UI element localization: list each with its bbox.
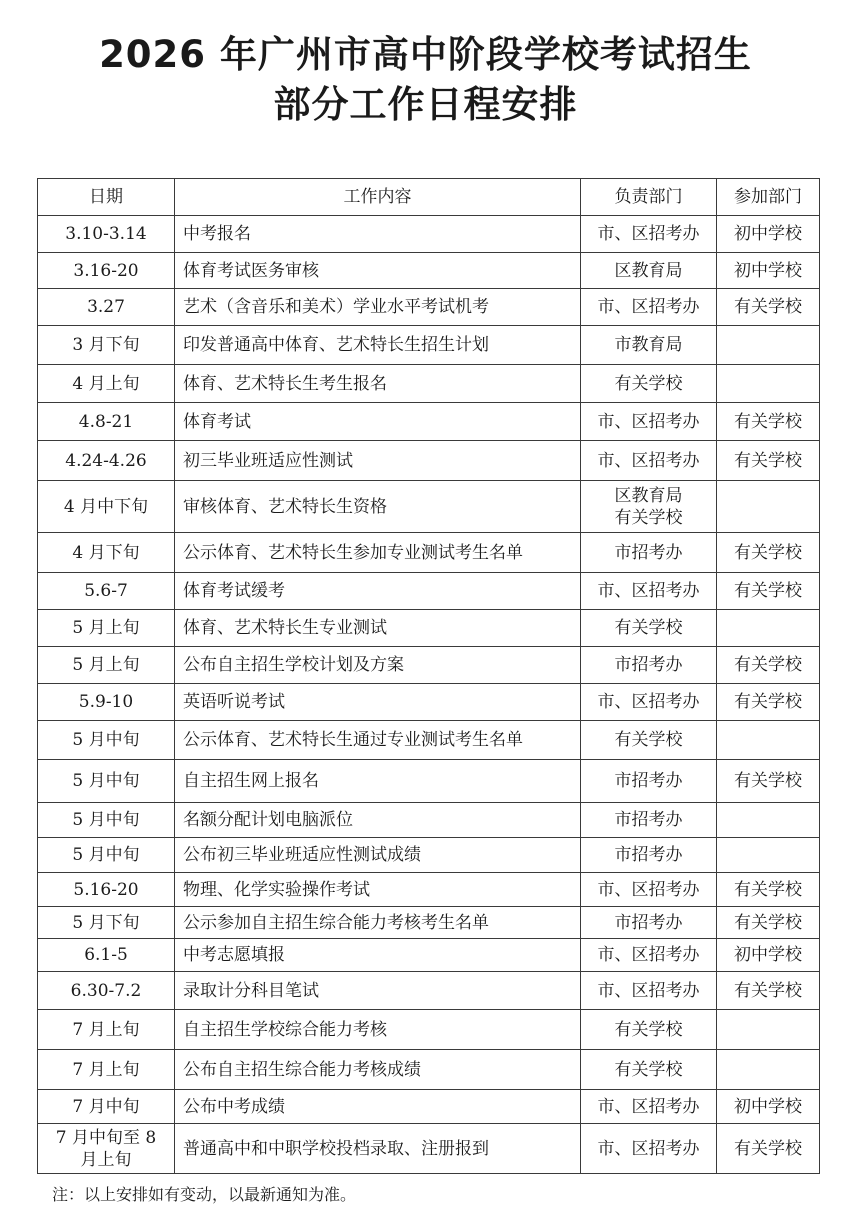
cell-participating: 初中学校 <box>717 253 820 289</box>
cell-responsible <box>581 216 717 253</box>
table-row <box>38 972 820 1010</box>
cell-participating: 有关学校 <box>717 647 820 684</box>
cell-work: 公布自主招生综合能力考核成绩 <box>175 1050 581 1090</box>
cell-work: 公示体育、艺术特长生通过专业测试考生名单 <box>175 721 581 760</box>
cell-work: 物理、化学实验操作考试 <box>175 873 581 907</box>
cell-date-line: 5 月中旬 <box>72 730 140 750</box>
cell-date-line: 3 月下旬 <box>72 335 140 355</box>
cell-responsible <box>581 972 717 1010</box>
cell-date <box>38 365 175 403</box>
cell-participating <box>717 1010 820 1050</box>
cell-work: 公布初三毕业班适应性测试成绩 <box>175 838 581 873</box>
cell-date-line: 5 月上旬 <box>72 655 140 675</box>
cell-work: 自主招生学校综合能力考核 <box>175 1010 581 1050</box>
cell-responsible <box>581 1090 717 1124</box>
cell-responsible-line: 市招考办 <box>614 845 683 865</box>
header-responsible: 负责部门 <box>581 179 717 216</box>
cell-date <box>38 838 175 873</box>
cell-work: 体育考试 <box>175 403 581 441</box>
cell-responsible-line: 市、区招考办 <box>597 450 700 471</box>
cell-participating <box>717 365 820 403</box>
cell-date <box>38 1010 175 1050</box>
cell-date-line: 月上旬 <box>80 1149 132 1170</box>
cell-date-line: 6.1-5 <box>84 945 128 965</box>
cell-date <box>38 803 175 838</box>
header-participating: 参加部门 <box>717 179 820 216</box>
cell-responsible-line: 有关学校 <box>614 507 683 528</box>
cell-date <box>38 907 175 939</box>
table-row <box>38 403 820 441</box>
cell-work: 初三毕业班适应性测试 <box>175 441 581 481</box>
cell-date-line: 4 月下旬 <box>72 542 140 563</box>
table-body <box>38 216 820 1174</box>
cell-date <box>38 610 175 647</box>
cell-work: 公示体育、艺术特长生参加专业测试考生名单 <box>175 533 581 573</box>
cell-responsible <box>581 838 717 873</box>
cell-date <box>38 403 175 441</box>
cell-responsible <box>581 907 717 939</box>
cell-responsible <box>581 253 717 289</box>
table-row <box>38 481 820 533</box>
cell-participating: 有关学校 <box>717 533 820 573</box>
cell-responsible <box>581 403 717 441</box>
table-row <box>38 647 820 684</box>
cell-responsible <box>581 873 717 907</box>
cell-date-line: 5 月中旬 <box>72 771 140 791</box>
page-title-line-1: 2026 年广州市高中阶段学校考试招生 <box>99 33 752 76</box>
cell-date-line: 5.6-7 <box>84 581 128 601</box>
cell-participating: 有关学校 <box>717 760 820 803</box>
cell-responsible-line: 市招考办 <box>614 655 683 675</box>
cell-date-line: 5 月上旬 <box>72 618 140 638</box>
cell-work: 体育考试缓考 <box>175 573 581 610</box>
cell-responsible-line: 市、区招考办 <box>597 692 700 712</box>
cell-date-line: 7 月上旬 <box>72 1059 140 1080</box>
cell-participating <box>717 326 820 365</box>
cell-responsible <box>581 326 717 365</box>
cell-responsible-line: 区教育局 <box>614 260 683 281</box>
cell-work: 印发普通高中体育、艺术特长生招生计划 <box>175 326 581 365</box>
cell-participating <box>717 1050 820 1090</box>
cell-work: 录取计分科目笔试 <box>175 972 581 1010</box>
table-row <box>38 907 820 939</box>
cell-responsible-line: 市招考办 <box>614 810 683 830</box>
table-row <box>38 289 820 326</box>
table-row <box>38 533 820 573</box>
cell-responsible-line: 市、区招考办 <box>597 224 700 244</box>
cell-work: 体育、艺术特长生考生报名 <box>175 365 581 403</box>
cell-date-line: 5 月中旬 <box>72 810 140 830</box>
cell-responsible-line: 市招考办 <box>614 542 683 563</box>
cell-responsible <box>581 939 717 972</box>
cell-date <box>38 289 175 326</box>
cell-participating: 有关学校 <box>717 441 820 481</box>
cell-date-line: 3.10-3.14 <box>65 224 147 244</box>
cell-work: 审核体育、艺术特长生资格 <box>175 481 581 533</box>
cell-work: 英语听说考试 <box>175 684 581 721</box>
cell-responsible <box>581 610 717 647</box>
cell-date <box>38 481 175 533</box>
schedule-table <box>37 178 820 1174</box>
cell-date <box>38 647 175 684</box>
cell-participating: 初中学校 <box>717 216 820 253</box>
cell-participating: 有关学校 <box>717 684 820 721</box>
cell-date-line: 7 月中旬 <box>72 1096 140 1117</box>
table-row <box>38 838 820 873</box>
table-row <box>38 803 820 838</box>
table-row <box>38 760 820 803</box>
cell-work: 公布中考成绩 <box>175 1090 581 1124</box>
cell-date <box>38 760 175 803</box>
cell-responsible <box>581 1124 717 1174</box>
table-row <box>38 216 820 253</box>
cell-responsible-line: 有关学校 <box>614 1059 683 1080</box>
cell-work: 中考报名 <box>175 216 581 253</box>
cell-responsible <box>581 441 717 481</box>
cell-date-line: 4.24-4.26 <box>65 450 147 471</box>
table-row <box>38 939 820 972</box>
table-row <box>38 610 820 647</box>
cell-date <box>38 216 175 253</box>
table-row <box>38 365 820 403</box>
cell-date <box>38 939 175 972</box>
cell-responsible-line: 有关学校 <box>614 618 683 638</box>
cell-responsible <box>581 803 717 838</box>
cell-participating: 有关学校 <box>717 403 820 441</box>
cell-responsible-line: 有关学校 <box>614 373 683 394</box>
cell-date-line: 3.27 <box>87 297 125 317</box>
cell-responsible <box>581 684 717 721</box>
cell-work: 体育考试医务审核 <box>175 253 581 289</box>
cell-date <box>38 1050 175 1090</box>
cell-date <box>38 1124 175 1174</box>
cell-responsible-line: 市教育局 <box>614 335 683 355</box>
cell-date-line: 4.8-21 <box>78 411 134 432</box>
cell-responsible-line: 市、区招考办 <box>597 945 700 965</box>
table-row <box>38 1010 820 1050</box>
cell-participating <box>717 610 820 647</box>
table-row <box>38 684 820 721</box>
cell-participating: 有关学校 <box>717 907 820 939</box>
cell-responsible <box>581 721 717 760</box>
cell-responsible <box>581 647 717 684</box>
header-date: 日期 <box>38 179 175 216</box>
cell-work: 艺术（含音乐和美术）学业水平考试机考 <box>175 289 581 326</box>
cell-responsible <box>581 533 717 573</box>
cell-responsible-line: 市招考办 <box>614 912 683 933</box>
cell-responsible <box>581 573 717 610</box>
table-row <box>38 441 820 481</box>
cell-responsible <box>581 289 717 326</box>
table-row <box>38 1090 820 1124</box>
footnote: 注：以上安排如有变动，以最新通知为准。 <box>52 1185 357 1204</box>
cell-date <box>38 684 175 721</box>
cell-responsible-line: 市、区招考办 <box>597 411 700 432</box>
cell-responsible-line: 市、区招考办 <box>597 1096 700 1117</box>
cell-date-line: 4 月上旬 <box>72 373 140 394</box>
header-work: 工作内容 <box>175 179 581 216</box>
cell-participating <box>717 721 820 760</box>
cell-responsible-line: 区教育局 <box>614 485 683 506</box>
cell-participating <box>717 803 820 838</box>
cell-participating: 初中学校 <box>717 1090 820 1124</box>
cell-date-line: 5.9-10 <box>78 692 134 712</box>
cell-date-line: 4 月中下旬 <box>63 496 149 517</box>
cell-date <box>38 441 175 481</box>
cell-work: 体育、艺术特长生专业测试 <box>175 610 581 647</box>
cell-responsible-line: 市、区招考办 <box>597 297 700 317</box>
cell-date-line: 5.16-20 <box>73 879 139 900</box>
cell-responsible <box>581 760 717 803</box>
cell-date-line: 5 月中旬 <box>72 845 140 865</box>
cell-participating: 初中学校 <box>717 939 820 972</box>
cell-work: 名额分配计划电脑派位 <box>175 803 581 838</box>
cell-responsible-line: 市招考办 <box>614 771 683 791</box>
cell-responsible-line: 市、区招考办 <box>597 581 700 601</box>
table-row <box>38 721 820 760</box>
cell-date <box>38 573 175 610</box>
cell-date <box>38 1090 175 1124</box>
page-title-line-2: 部分工作日程安排 <box>273 83 578 126</box>
cell-participating: 有关学校 <box>717 972 820 1010</box>
cell-responsible-line: 市、区招考办 <box>597 879 700 900</box>
table-row <box>38 1050 820 1090</box>
cell-responsible-line: 有关学校 <box>614 730 683 750</box>
cell-work: 公示参加自主招生综合能力考核考生名单 <box>175 907 581 939</box>
cell-responsible <box>581 481 717 533</box>
cell-date <box>38 326 175 365</box>
cell-date-line: 7 月上旬 <box>72 1019 140 1040</box>
cell-responsible <box>581 1010 717 1050</box>
cell-responsible-line: 市、区招考办 <box>597 980 700 1001</box>
cell-date-line: 7 月中旬至 8 <box>55 1127 157 1148</box>
cell-work: 公布自主招生学校计划及方案 <box>175 647 581 684</box>
cell-work: 中考志愿填报 <box>175 939 581 972</box>
cell-responsible-line: 市、区招考办 <box>597 1138 700 1159</box>
cell-date-line: 5 月下旬 <box>72 912 140 933</box>
cell-date <box>38 253 175 289</box>
cell-participating: 有关学校 <box>717 873 820 907</box>
cell-date <box>38 721 175 760</box>
cell-work: 普通高中和中职学校投档录取、注册报到 <box>175 1124 581 1174</box>
table-header-row <box>38 179 820 216</box>
cell-date <box>38 972 175 1010</box>
cell-date <box>38 873 175 907</box>
cell-work: 自主招生网上报名 <box>175 760 581 803</box>
cell-date-line: 6.30-7.2 <box>70 980 142 1001</box>
cell-participating <box>717 838 820 873</box>
cell-participating: 有关学校 <box>717 573 820 610</box>
cell-participating: 有关学校 <box>717 289 820 326</box>
cell-responsible <box>581 1050 717 1090</box>
cell-responsible-line: 有关学校 <box>614 1019 683 1040</box>
table-row <box>38 253 820 289</box>
table-row <box>38 873 820 907</box>
cell-responsible <box>581 365 717 403</box>
cell-participating <box>717 481 820 533</box>
table-row <box>38 1124 820 1174</box>
cell-date-line: 3.16-20 <box>73 260 139 281</box>
cell-date <box>38 533 175 573</box>
cell-participating: 有关学校 <box>717 1124 820 1174</box>
table-row <box>38 573 820 610</box>
table-row <box>38 326 820 365</box>
